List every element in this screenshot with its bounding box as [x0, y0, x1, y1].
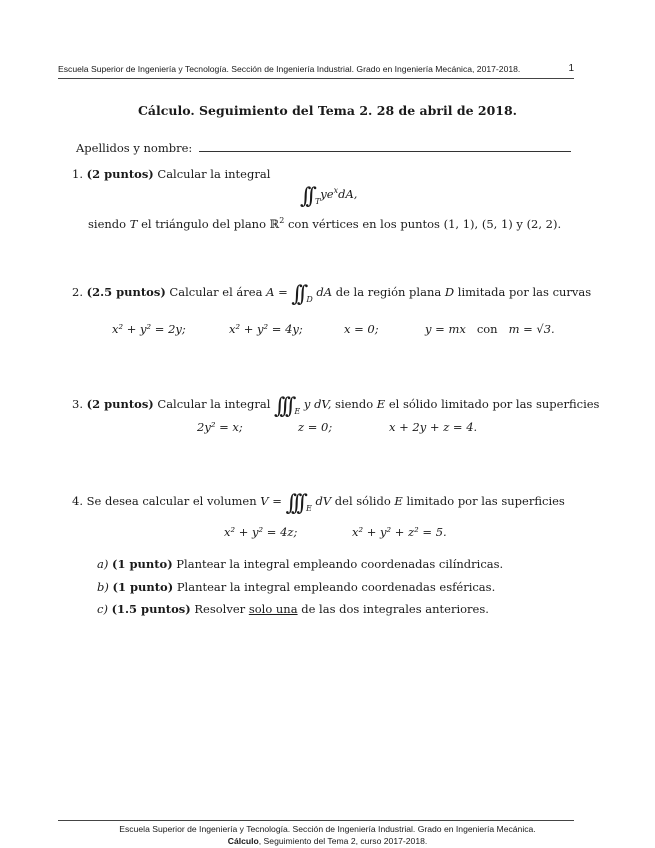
q4-eq-1: x² + y² = 4z;	[224, 525, 298, 539]
q2-eq-4	[425, 322, 555, 336]
q1-differential: dA,	[338, 187, 358, 201]
question-3-number: 3.	[72, 397, 83, 411]
question-3-line1	[72, 394, 599, 419]
name-field-line[interactable]	[199, 151, 571, 152]
q1-region: T	[314, 197, 321, 206]
q4-eq-2: x² + y² + z² = 5.	[352, 525, 447, 539]
header-text: Escuela Superior de Ingeniería y Tecnología. Sección de Ingeniería Industrial. Grado en Ingeniería Mecánica, 2017-2018.	[58, 64, 521, 74]
q3-eq-3: x + 2y + z = 4.	[389, 420, 478, 434]
q2-differential: dA	[316, 285, 333, 299]
header-rule	[58, 78, 574, 79]
q1-text-a: siendo	[88, 217, 127, 231]
q3-text-2: siendo	[335, 397, 374, 411]
question-3-points: (2 puntos)	[86, 397, 154, 411]
q4-item-c-label: c)	[97, 602, 108, 616]
q4-text-2: del sólido	[334, 494, 391, 508]
exam-title: Cálculo. Seguimiento del Tema 2. 28 de abril de 2018.	[137, 103, 518, 118]
q4-lhs: V =	[260, 494, 282, 508]
q4-item-a-text: Plantear la integral empleando coordenadas cilíndricas.	[176, 557, 504, 571]
question-4-number: 4.	[72, 494, 83, 508]
q1-exponent: x	[333, 186, 339, 195]
q2-lhs: A =	[266, 285, 288, 299]
question-2-number: 2.	[72, 285, 83, 299]
page-header	[58, 64, 574, 74]
q4-item-b-text: Plantear la integral empleando coordenadas esféricas.	[176, 580, 496, 594]
footer-line-1: Escuela Superior de Ingeniería y Tecnología. Sección de Ingeniería Industrial. Grado en Ingeniería Mecánica.	[119, 824, 536, 834]
q4-item-c-text-post: de las dos integrales anteriores.	[301, 602, 489, 616]
question-1-number: 1.	[72, 167, 83, 181]
question-3-text: Calcular la integral	[157, 397, 271, 411]
q4-region: E	[305, 504, 312, 513]
q4-item-c-points: (1.5 puntos)	[111, 602, 191, 616]
q4-item-a-label: a)	[97, 557, 109, 571]
footer-line-2	[0, 836, 655, 846]
question-2-text: Calcular el área	[169, 285, 263, 299]
q4-item-c	[97, 602, 489, 616]
double-integral-symbol: ∫∫	[300, 184, 311, 209]
question-1-integral	[300, 184, 357, 209]
q3-evar: E	[376, 397, 386, 411]
q3-text-3: el sólido limitado por las superficies	[388, 397, 600, 411]
q3-eq-2: z = 0;	[298, 420, 333, 434]
double-integral-symbol: ∫∫	[291, 282, 303, 307]
q1-text-b: el triángulo del plano ℝ	[141, 217, 280, 231]
footer-rule	[58, 820, 574, 821]
q3-region: E	[294, 407, 301, 416]
q2-dvar: D	[444, 285, 455, 299]
q4-item-b-label: b)	[97, 580, 109, 594]
q1-tvar: T	[129, 217, 138, 231]
question-4-line1	[72, 491, 565, 516]
q2-eq-4b: m = √3.	[508, 322, 555, 336]
question-1-line1	[72, 167, 270, 181]
q3-eq-1: 2y² = x;	[197, 420, 243, 434]
q4-item-a	[97, 557, 503, 571]
q4-item-c-underlined: solo una	[248, 602, 298, 616]
q2-text-3: limitada por las curvas	[457, 285, 592, 299]
question-1-line2	[88, 216, 561, 231]
q2-text-2: de la región plana	[335, 285, 442, 299]
q4-text-3: limitado por las superficies	[406, 494, 565, 508]
q2-region: D	[306, 295, 313, 304]
question-2-points: (2.5 puntos)	[86, 285, 166, 299]
q4-item-c-text-pre: Resolver	[194, 602, 246, 616]
q3-integrand: y dV,	[303, 397, 332, 411]
q4-item-a-points: (1 punto)	[112, 557, 173, 571]
q1-text-c: con vértices en los puntos (1, 1), (5, 1) y (2, 2).	[287, 217, 562, 231]
question-1-points: (2 puntos)	[86, 167, 154, 181]
q4-item-b-points: (1 punto)	[112, 580, 174, 594]
q4-evar: E	[394, 494, 403, 508]
page-number: 1	[568, 63, 574, 74]
q4-item-b	[97, 580, 495, 594]
q2-eq-4a: y = mx	[425, 322, 466, 336]
triple-integral-symbol: ∫∫∫	[274, 394, 291, 419]
q2-eq-2: x² + y² = 4y;	[229, 322, 303, 336]
q2-eq-1: x² + y² = 2y;	[112, 322, 186, 336]
q1-sq: 2	[279, 216, 285, 225]
name-label: Apellidos y nombre:	[76, 141, 193, 155]
q2-eq-3: x = 0;	[344, 322, 379, 336]
footer-course: Cálculo	[227, 836, 259, 846]
question-1-text: Calcular la integral	[157, 167, 271, 181]
q2-con: con	[476, 322, 498, 336]
triple-integral-symbol: ∫∫∫	[285, 491, 302, 516]
footer-rest: , Seguimiento del Tema 2, curso 2017-2018.	[258, 836, 428, 846]
q4-differential: dV	[315, 494, 332, 508]
question-4-text: Se desea calcular el volumen	[86, 494, 257, 508]
question-2-line1	[72, 282, 591, 307]
q1-integrand: ye	[320, 187, 334, 201]
